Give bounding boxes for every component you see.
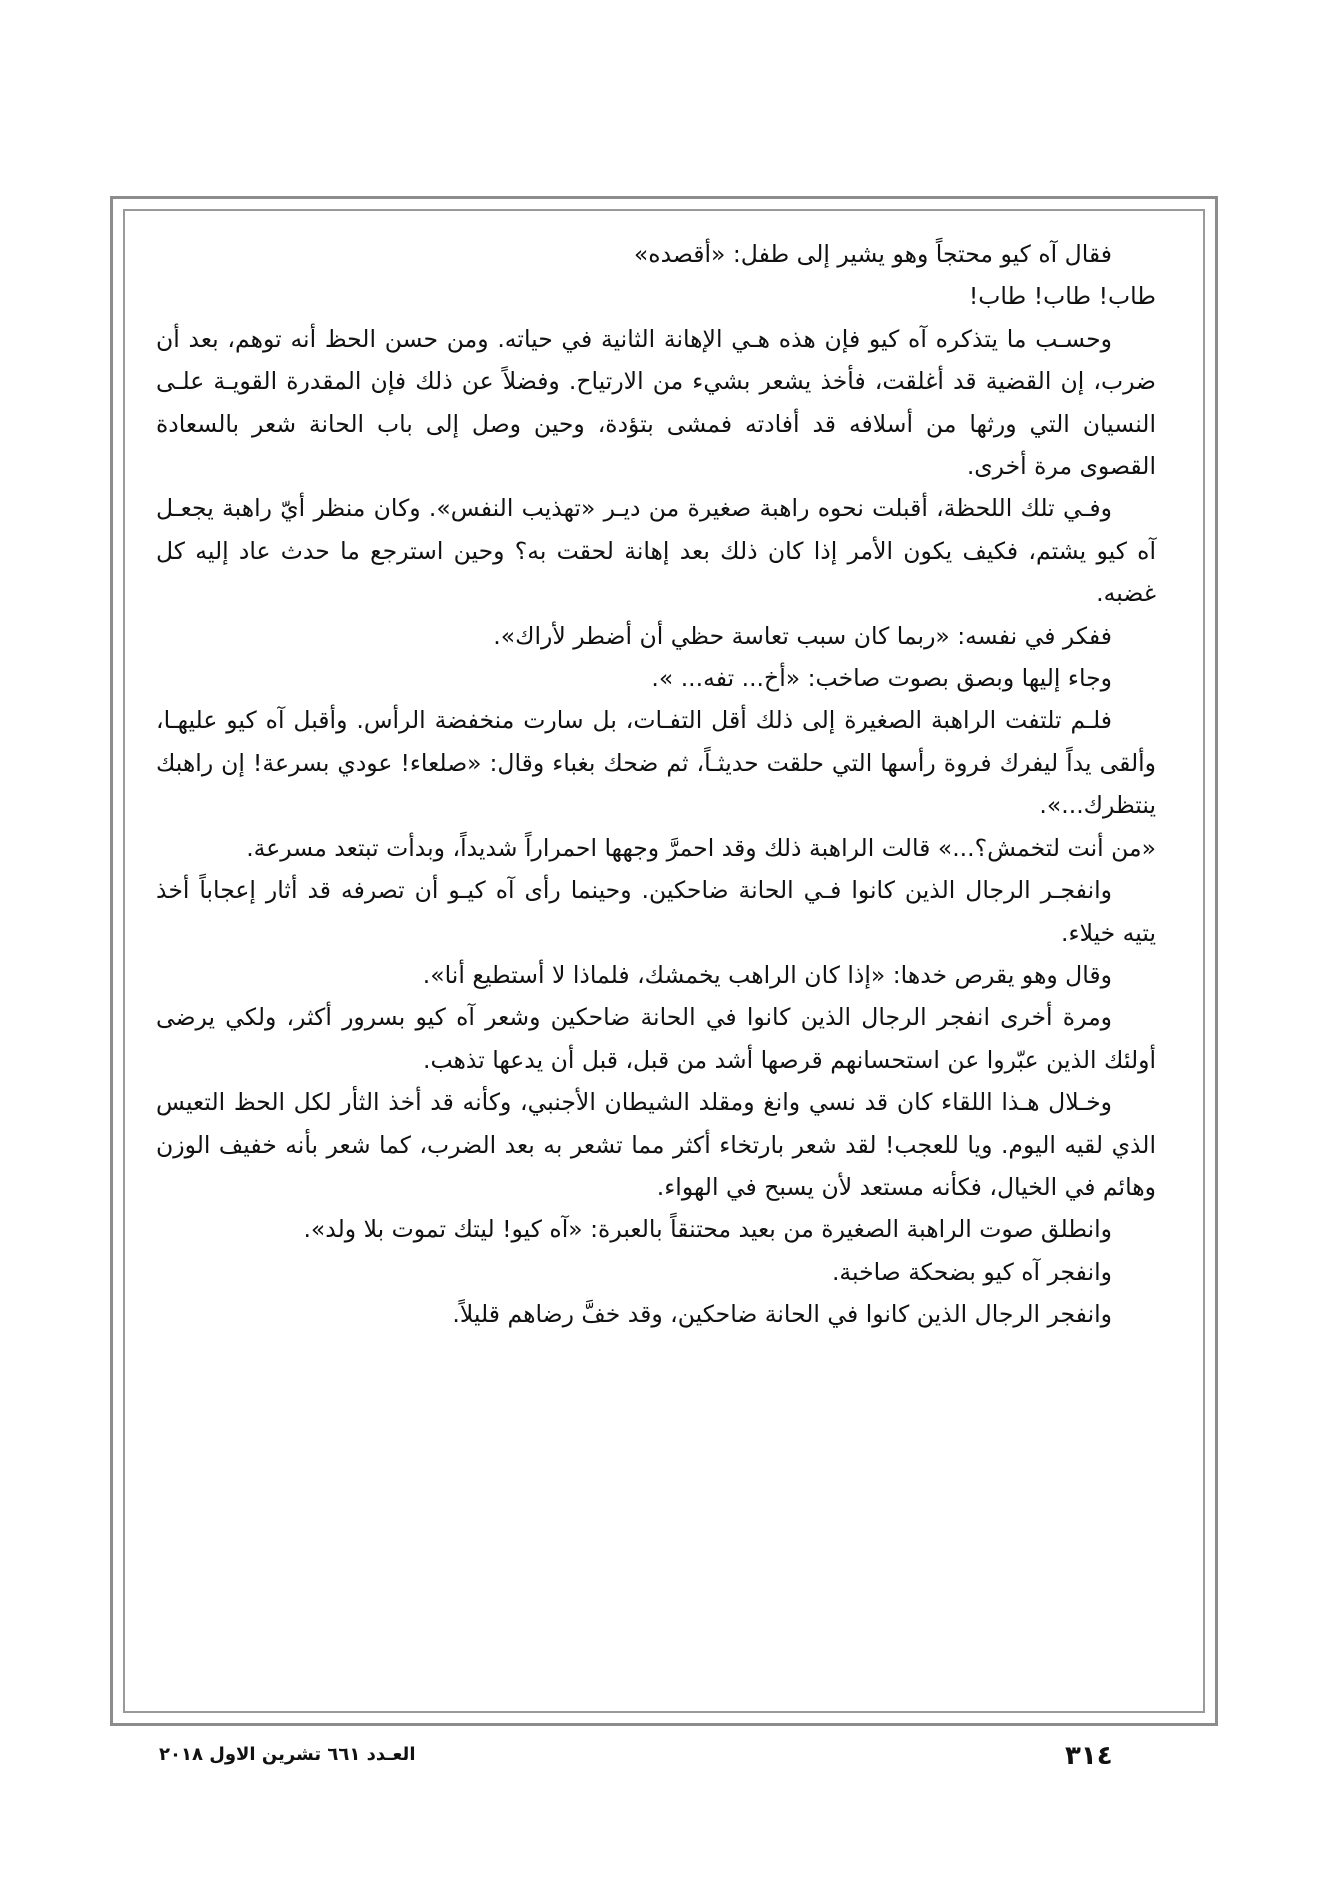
paragraph: «من أنت لتخمش؟...» قالت الراهبة ذلك وقد احمرَّ وجهها احمراراً شديداً، وبدأت تبتعد مسرعة.	[246, 833, 1156, 862]
paragraph: وانفجر آه كيو بضحكة صاخبة.	[831, 1257, 1112, 1286]
paragraph: ومرة أخرى انفجر الرجال الذين كانوا في الحانة ضاحكين وشعر آه كيو بسرور أكثر، ولكي يرضى أولئك الذين عبّروا عن استحسانهم قرصها أشد من قبل، قبل أن يدعها تذهب.	[156, 1003, 1156, 1074]
issue-info: العـدد ٦٦١ تشرين الاول ٢٠١٨	[159, 1744, 416, 1765]
paragraph: وفـي تلك اللحظة، أقبلت نحوه راهبة صغيرة من ديـر «تهذيب النفس». وكان منظر أيّ راهبة يجعـل آه كيو يشتم، فكيف يكون الأمر إذا كان ذلك بعد إهانة لحقت به؟ وحين استرجع ما حدث عاد إليه كل غضبه.	[156, 494, 1156, 608]
paragraph: طاب! طاب! طاب!	[968, 282, 1156, 311]
paragraph: وانطلق صوت الراهبة الصغيرة من بعيد محتنقاً بالعبرة: «آه كيو! ليتك تموت بلا ولد».	[303, 1215, 1112, 1244]
paragraph: وقال وهو يقرص خدها: «إذا كان الراهب يخمشك، فلماذا لا أستطيع أنا».	[422, 960, 1112, 989]
paragraph: فقال آه كيو محتجاً وهو يشير إلى طفل: «أقصده»	[633, 240, 1112, 268]
paragraph: وانفجـر الرجال الذين كانوا فـي الحانة ضاحكين. وحينما رأى آه كيـو أن تصرفه قد أثار إعجاباً أخذ يتيه خيلاء.	[156, 876, 1156, 947]
paragraph: فلـم تلتفت الراهبة الصغيرة إلى ذلك أقل التفـات، بل سارت منخفضة الرأس. وأقبل آه كيو عليهـا، وألقى يداً ليفرك فروة رأسها التي حلقت حديثـاً، ثم ضحك بغباء وقال: «صلعاء! عودي بسرعة! إن راهبك ينتظرك...».	[156, 706, 1156, 820]
article-body	[156, 233, 1156, 1336]
paragraph: ففكر في نفسه: «ربما كان سبب تعاسة حظي أن أضطر لأراك».	[493, 621, 1112, 650]
paragraph: وحسـب ما يتذكره آه كيو فإن هذه هـي الإهانة الثانية في حياته. ومن حسن الحظ أنه توهم، بعد أن ضرب، إن القضية قد أغلقت، فأخذ يشعر بشيء من الارتياح. وفضلاً عن ذلك فإن المقدرة القويـة علـى النسيان التي ورثها من أسلافه قد أفادته فمشى بتؤدة، وحين وصل إلى باب الحانة شعر بالسعادة القصوى مرة أخرى.	[156, 324, 1156, 481]
page-number: ٣١٤	[1065, 1741, 1113, 1771]
paragraph: وجاء إليها وبصق بصوت صاخب: «أخ... تفه... ».	[651, 664, 1112, 693]
paragraph: وخـلال هـذا اللقاء كان قد نسي وانغ ومقلد الشيطان الأجنبي، وكأنه قد أخذ الثأر لكل الحظ التعيس الذي لقيه اليوم. ويا للعجب! لقد شعر بارتخاء أكثر مما تشعر به بعد الضرب، كما شعر بأنه خفيف الوزن وهائم في الخيال، فكأنه مستعد لأن يسبح في الهواء.	[156, 1088, 1156, 1201]
paragraph: وانفجر الرجال الذين كانوا في الحانة ضاحكين، وقد خفَّ رضاهم قليلاً.	[452, 1300, 1112, 1329]
